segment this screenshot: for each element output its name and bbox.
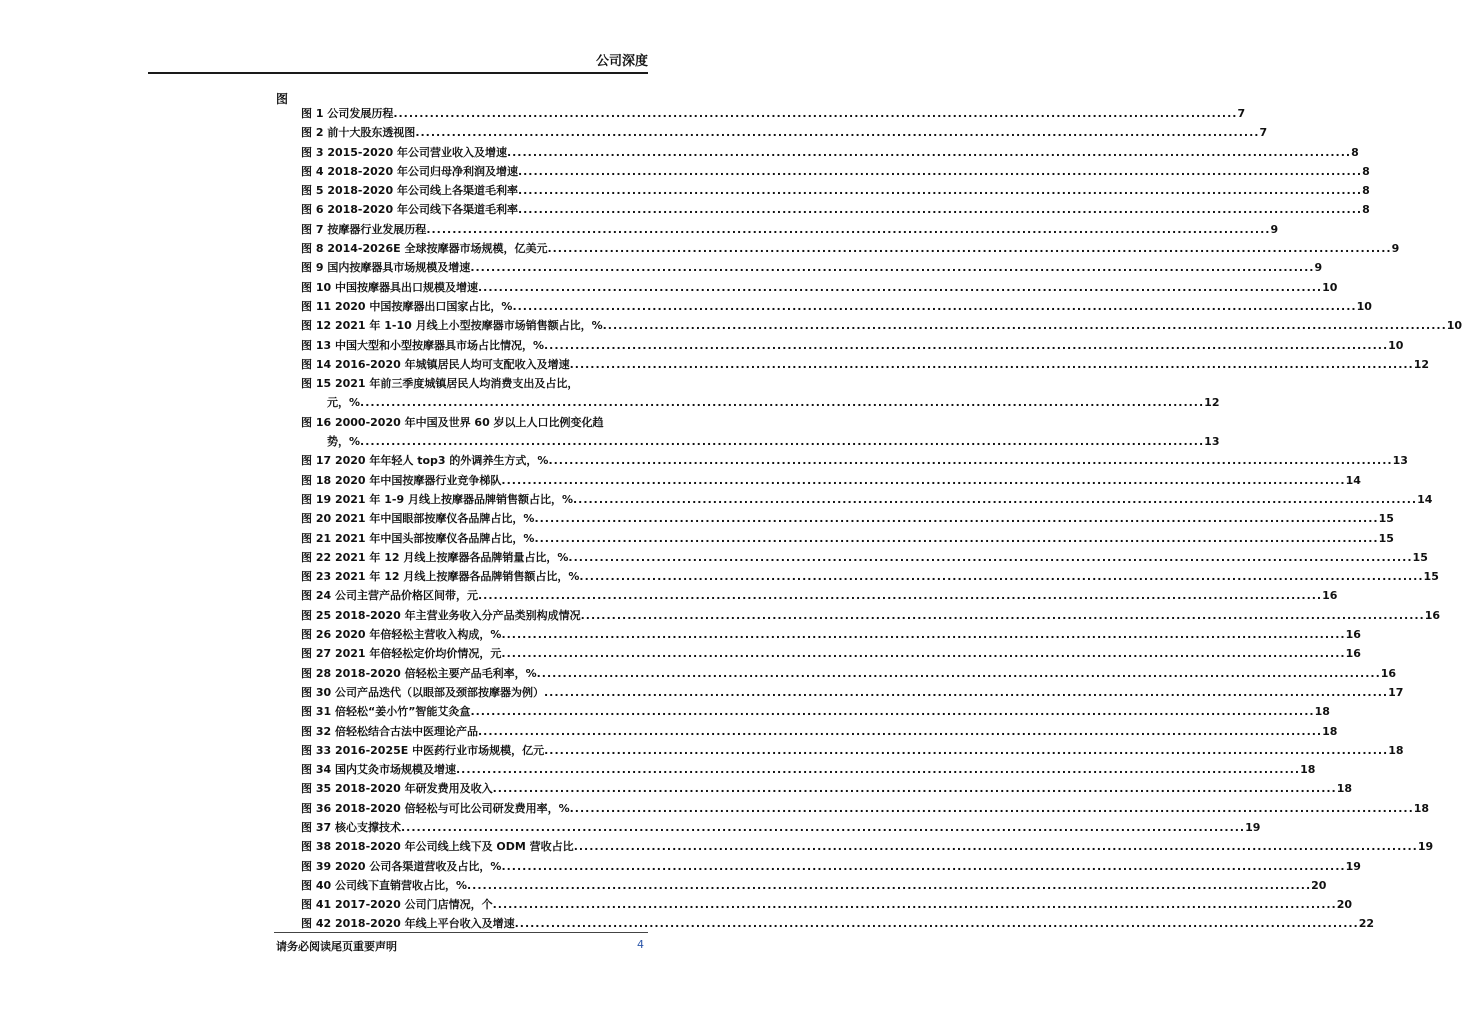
- toc-entry-page: 9: [1314, 261, 1323, 275]
- toc-entry-title: 图 2 前十大股东透视图: [301, 126, 416, 140]
- toc-entry[interactable]: [301, 316, 1462, 335]
- toc-entry[interactable]: [301, 297, 1372, 316]
- toc-entry-page: 16: [1424, 608, 1441, 622]
- dot-leader: [573, 490, 1417, 509]
- toc-entry-title: 图 24 公司主营产品价格区间带，元: [301, 589, 478, 603]
- toc-entry[interactable]: [301, 702, 1330, 721]
- toc-entry-page: 9: [1270, 222, 1279, 236]
- toc-entry-title: 图 26 2020 年倍轻松主营收入构成，%: [301, 628, 502, 642]
- toc-entry-title: 图 6 2018-2020 年公司线下各渠道毛利率: [301, 203, 518, 217]
- toc-entry-page: 10: [1322, 280, 1338, 294]
- toc-entry-page: 18: [1336, 782, 1353, 796]
- toc-entry-page: 8: [1362, 164, 1370, 178]
- dot-leader: [581, 606, 1425, 625]
- toc-entry-title: 图 14 2016-2020 年城镇居民人均可支配收入及增速: [301, 357, 570, 371]
- toc-entry-title: 图 38 2018-2020 年公司线上线下及 ODM 营收占比: [301, 840, 574, 854]
- toc-entry-title: 图 33 2016-2025E 中医药行业市场规模，亿元: [301, 743, 545, 757]
- toc-entry[interactable]: [301, 876, 1327, 895]
- dot-leader: [603, 316, 1447, 335]
- toc-entry-page: 13: [1204, 435, 1220, 449]
- toc-entry-title: 图 11 2020 中国按摩器出口国家占比，%: [301, 299, 513, 313]
- dot-leader: [501, 857, 1345, 876]
- toc-entry-title: 图 41 2017-2020 公司门店情况，个: [301, 898, 493, 912]
- toc-entry-title: 图 4 2018-2020 年公司归母净利润及增速: [301, 164, 518, 178]
- dot-leader: [493, 779, 1337, 798]
- toc-entry-title: 图 20 2021 年中国眼部按摩仪各品牌占比，%: [301, 512, 535, 526]
- toc-entry-page: 22: [1358, 917, 1375, 931]
- dot-leader: [548, 451, 1392, 470]
- toc-entry-page: 19: [1417, 840, 1434, 854]
- toc-entry-title: 图 8 2014-2026E 全球按摩器市场规模，亿美元: [301, 242, 548, 256]
- toc-entry[interactable]: [301, 741, 1404, 760]
- toc-entry-title: 图 7 按摩器行业发展历程: [301, 222, 427, 236]
- toc-entry-page: 16: [1345, 647, 1361, 661]
- section-title: 图: [276, 92, 289, 106]
- dot-leader: [415, 123, 1259, 142]
- toc-entry-page: 8: [1362, 184, 1370, 198]
- dot-leader: [537, 664, 1381, 683]
- toc-entry-page: 18: [1413, 801, 1430, 815]
- toc-entry[interactable]: [301, 586, 1338, 605]
- toc-entry-title: 图 21 2021 年中国头部按摩仪各品牌占比，%: [301, 531, 535, 545]
- toc-entry[interactable]: [301, 760, 1316, 779]
- toc-entry[interactable]: [301, 220, 1279, 239]
- toc-entry-title: 图 12 2021 年 1-10 月线上小型按摩器市场销售额占比，%: [301, 319, 603, 333]
- toc-entry-page: 18: [1300, 763, 1316, 777]
- toc-entry[interactable]: [301, 355, 1430, 374]
- footer-rule: [274, 932, 648, 933]
- dot-leader: [574, 837, 1418, 856]
- toc-entry-title: 图 31 倍轻松“姜小竹”智能艾灸盒: [301, 705, 471, 719]
- toc-entry[interactable]: [301, 104, 1246, 123]
- toc-entry-title: 图 42 2018-2020 年线上平台收入及增速: [301, 917, 515, 931]
- toc-entry[interactable]: [301, 336, 1404, 355]
- toc-entry[interactable]: [301, 895, 1353, 914]
- toc-entry[interactable]: [301, 799, 1430, 818]
- dot-leader: [518, 162, 1362, 181]
- dot-leader: [470, 258, 1314, 277]
- toc-entry-title-cont: 势，%: [327, 435, 361, 449]
- dot-leader: [501, 644, 1345, 663]
- toc-entry[interactable]: [301, 374, 1220, 413]
- toc-entry-page: 13: [1392, 454, 1408, 468]
- toc-entry-page: 15: [1378, 512, 1394, 526]
- toc-entry[interactable]: [301, 625, 1361, 644]
- toc-entry[interactable]: [301, 123, 1268, 142]
- dot-leader: [568, 548, 1412, 567]
- dot-leader: [360, 393, 1204, 412]
- toc-entry-title: 图 27 2021 年倍轻松定价均价情况，元: [301, 647, 502, 661]
- toc-entry[interactable]: [301, 644, 1361, 663]
- toc-entry-title: 图 34 国内艾灸市场规模及增速: [301, 763, 456, 777]
- toc-entry[interactable]: [301, 664, 1397, 683]
- toc-entry-page: 18: [1322, 724, 1338, 738]
- dot-leader: [401, 818, 1245, 837]
- toc-entry[interactable]: [301, 181, 1370, 200]
- toc-entry-page: 18: [1388, 743, 1404, 757]
- toc-entry-page: 20: [1336, 898, 1353, 912]
- header-label: 公司深度: [595, 54, 648, 69]
- header-rule: [148, 72, 648, 74]
- toc-entry[interactable]: [301, 413, 1220, 452]
- toc-entry-page: 12: [1204, 396, 1220, 410]
- toc-entry-title: 图 25 2018-2020 年主营业务收入分产品类别构成情况: [301, 608, 581, 622]
- toc-entry[interactable]: [301, 857, 1361, 876]
- toc-entry-page: 17: [1388, 685, 1404, 699]
- toc-entry-title: 图 10 中国按摩器具出口规模及增速: [301, 280, 478, 294]
- toc-entry[interactable]: [301, 451, 1408, 470]
- toc-entry-page: 15: [1378, 531, 1394, 545]
- dot-leader: [467, 876, 1311, 895]
- toc-entry-page: 16: [1380, 666, 1397, 680]
- figure-list: [301, 104, 1462, 934]
- dot-leader: [478, 586, 1322, 605]
- toc-entry-page: 19: [1245, 820, 1261, 834]
- toc-entry-title: 图 9 国内按摩器具市场规模及增速: [301, 261, 471, 275]
- dot-leader: [426, 220, 1270, 239]
- toc-entry-title: 图 22 2021 年 12 月线上按摩器各品牌销量占比，%: [301, 550, 569, 564]
- toc-entry-title: 图 17 2020 年年轻人 top3 的外调养生方式，%: [301, 454, 549, 468]
- toc-entry-title: 图 23 2021 年 12 月线上按摩器各品牌销售额占比，%: [301, 570, 580, 584]
- toc-entry[interactable]: [301, 490, 1433, 509]
- toc-entry-page: 7: [1237, 107, 1246, 120]
- toc-entry[interactable]: [301, 722, 1338, 741]
- toc-entry-title: 图 18 2020 年中国按摩器行业竞争梯队: [301, 473, 502, 487]
- toc-entry-page: 10: [1356, 299, 1372, 313]
- toc-entry-title: 图 36 2018-2020 倍轻松与可比公司研发费用率，%: [301, 801, 570, 815]
- toc-entry-title: 图 3 2015-2020 年公司营业收入及增速: [301, 145, 507, 159]
- toc-entry-title: 图 40 公司线下直销营收占比，%: [301, 878, 467, 892]
- toc-entry-page: 8: [1351, 145, 1359, 159]
- toc-entry[interactable]: [301, 258, 1323, 277]
- toc-entry[interactable]: [301, 779, 1353, 798]
- toc-entry-page: 10: [1446, 319, 1462, 333]
- disclaimer-note: 请务必阅读尾页重要声明: [276, 940, 397, 953]
- toc-entry-title: 图 30 公司产品迭代（以眼部及颈部按摩器为例）: [301, 685, 544, 699]
- toc-entry-title: 图 28 2018-2020 倍轻松主要产品毛利率，%: [301, 666, 537, 680]
- toc-entry-title: 图 19 2021 年 1-9 月线上按摩器品牌销售额占比，%: [301, 492, 573, 506]
- toc-entry[interactable]: [301, 143, 1359, 162]
- dot-leader: [393, 104, 1237, 123]
- dot-leader: [544, 741, 1388, 760]
- toc-entry[interactable]: [301, 162, 1370, 181]
- toc-entry-page: 16: [1345, 628, 1361, 642]
- toc-entry-page: 10: [1388, 338, 1404, 352]
- dot-leader: [360, 432, 1204, 451]
- toc-entry[interactable]: [301, 239, 1400, 258]
- dot-leader: [512, 297, 1356, 316]
- toc-entry-page: 14: [1345, 473, 1361, 487]
- dot-leader: [518, 200, 1362, 219]
- toc-entry-page: 15: [1423, 570, 1439, 584]
- toc-entry[interactable]: [301, 548, 1428, 567]
- dot-leader: [493, 895, 1337, 914]
- toc-entry-title: 图 39 2020 公司各渠道营收及占比，%: [301, 859, 502, 873]
- dot-leader: [518, 181, 1362, 200]
- page-number: 4: [637, 938, 644, 951]
- dot-leader: [544, 336, 1388, 355]
- toc-entry[interactable]: [301, 837, 1434, 856]
- dot-leader: [570, 355, 1414, 374]
- toc-entry[interactable]: [301, 683, 1404, 702]
- toc-entry-title: 图 5 2018-2020 年公司线上各渠道毛利率: [301, 184, 518, 198]
- toc-entry[interactable]: [301, 278, 1338, 297]
- toc-entry[interactable]: [301, 200, 1370, 219]
- toc-entry[interactable]: [301, 471, 1361, 490]
- dot-leader: [478, 278, 1322, 297]
- dot-leader: [507, 143, 1351, 162]
- toc-entry[interactable]: [301, 509, 1394, 528]
- toc-entry-page: 20: [1311, 878, 1327, 892]
- toc-entry-page: 19: [1345, 859, 1361, 873]
- dot-leader: [470, 702, 1314, 721]
- toc-entry-title-cont: 元，%: [327, 396, 361, 410]
- toc-entry-title: 图 16 2000-2020 年中国及世界 60 岁以上人口比例变化趋: [301, 415, 604, 429]
- dot-leader: [534, 509, 1378, 528]
- toc-entry-page: 16: [1322, 589, 1338, 603]
- dot-leader: [501, 471, 1345, 490]
- toc-entry-page: 9: [1391, 242, 1400, 256]
- dot-leader: [501, 625, 1345, 644]
- toc-entry-title: 图 35 2018-2020 年研发费用及收入: [301, 782, 493, 796]
- toc-entry-page: 14: [1417, 492, 1433, 506]
- toc-entry-page: 8: [1362, 203, 1370, 217]
- toc-entry[interactable]: [301, 567, 1439, 586]
- toc-entry-title: 图 1 公司发展历程: [301, 107, 394, 120]
- dot-leader: [547, 239, 1391, 258]
- dot-leader: [544, 683, 1388, 702]
- dot-leader: [579, 567, 1423, 586]
- dot-leader: [478, 722, 1322, 741]
- dot-leader: [570, 799, 1414, 818]
- toc-entry[interactable]: [301, 606, 1441, 625]
- toc-entry-page: 7: [1259, 126, 1268, 140]
- toc-entry-title: 图 32 倍轻松结合古法中医理论产品: [301, 724, 478, 738]
- dot-leader: [456, 760, 1300, 779]
- dot-leader: [534, 529, 1378, 548]
- toc-entry-title: 图 37 核心支撑技术: [301, 820, 401, 834]
- toc-entry-title: 图 15 2021 年前三季度城镇居民人均消费支出及占比，: [301, 377, 579, 391]
- toc-entry-page: 18: [1314, 705, 1330, 719]
- toc-entry-page: 15: [1412, 550, 1428, 564]
- toc-entry[interactable]: [301, 818, 1261, 837]
- dot-leader: [515, 914, 1359, 933]
- toc-entry[interactable]: [301, 914, 1375, 933]
- toc-entry[interactable]: [301, 529, 1394, 548]
- toc-entry-title: 图 13 中国大型和小型按摩器具市场占比情况，%: [301, 338, 544, 352]
- toc-entry-page: 12: [1413, 357, 1430, 371]
